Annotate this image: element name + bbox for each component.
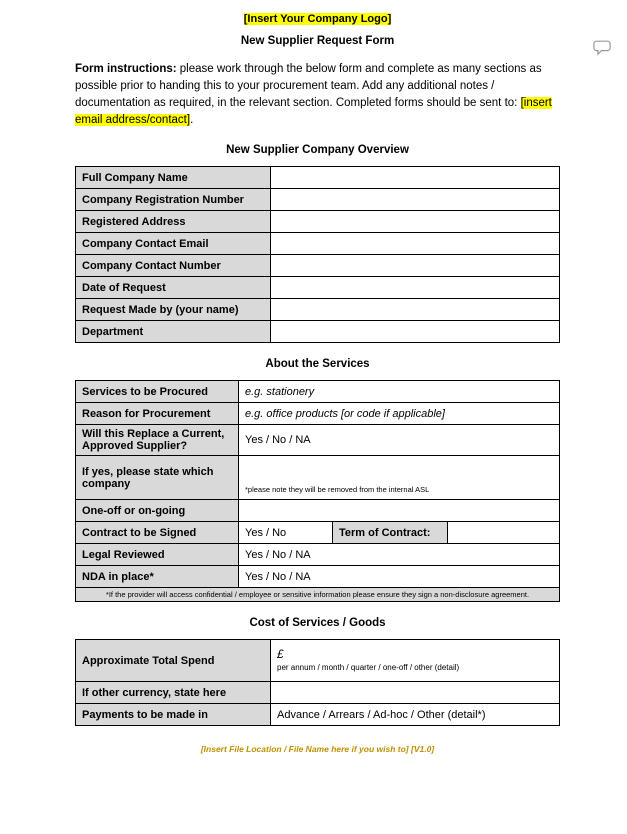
section-heading-overview: New Supplier Company Overview: [226, 144, 409, 156]
row-label: If yes, please state which company: [76, 456, 239, 500]
table-row: [76, 544, 560, 566]
row-label: Reason for Procurement: [76, 403, 239, 425]
currency-symbol: £: [277, 648, 284, 661]
table-row: [76, 704, 560, 726]
table-row: [76, 682, 560, 704]
company-contact-email-field[interactable]: [271, 233, 560, 255]
table-row: [76, 167, 560, 189]
table-row: [76, 500, 560, 522]
instructions-body: please work through the below form and complete as many sections as possible prior to handing this to your procurement team. Add any additional notes / documentation as required, in the relevant section. Completed forms should be sent to:: [75, 63, 542, 109]
row-label: Payments to be made in: [76, 704, 271, 726]
legal-reviewed-field[interactable]: Yes / No / NA: [239, 544, 560, 566]
row-label: Date of Request: [76, 277, 271, 299]
company-logo-placeholder[interactable]: [Insert Your Company Logo]: [243, 13, 392, 25]
table-row: [76, 255, 560, 277]
row-label: NDA in place*: [76, 566, 239, 588]
other-currency-field[interactable]: [271, 682, 560, 704]
nda-footnote: *If the provider will access confidential / employee or sensitive information please ensure they sign a non-disclosure agreement.: [76, 588, 560, 602]
term-of-contract-label: Term of Contract:: [333, 522, 448, 544]
nda-in-place-field[interactable]: Yes / No / NA: [239, 566, 560, 588]
company-contact-number-field[interactable]: [271, 255, 560, 277]
payments-made-in-field[interactable]: Advance / Arrears / Ad-hoc / Other (detail*): [271, 704, 560, 726]
table-row: [76, 640, 560, 682]
table-row: [76, 588, 560, 602]
company-registration-number-field[interactable]: [271, 189, 560, 211]
instructions-suffix: .: [190, 114, 194, 126]
table-row: [76, 456, 560, 500]
file-location-footer[interactable]: [Insert File Location / File Name here if you wish to] [V1.0]: [200, 744, 435, 754]
contract-signed-field[interactable]: Yes / No: [239, 522, 333, 544]
date-of-request-field[interactable]: [271, 277, 560, 299]
row-label: Contract to be Signed: [76, 522, 239, 544]
table-row: [76, 425, 560, 456]
page-title: New Supplier Request Form: [240, 35, 395, 47]
which-company-field[interactable]: *please note they will be removed from the internal ASL: [239, 456, 560, 500]
registered-address-field[interactable]: [271, 211, 560, 233]
form-instructions-paragraph: [75, 61, 560, 129]
section-heading-cost: Cost of Services / Goods: [249, 617, 386, 629]
row-label: Department: [76, 321, 271, 343]
services-table: [75, 380, 560, 602]
full-company-name-field[interactable]: [271, 167, 560, 189]
row-label: Company Contact Number: [76, 255, 271, 277]
replace-supplier-field[interactable]: Yes / No / NA: [239, 425, 560, 456]
row-label: If other currency, state here: [76, 682, 271, 704]
table-row: [76, 566, 560, 588]
table-row: [76, 522, 560, 544]
row-label: Company Registration Number: [76, 189, 271, 211]
row-label: Will this Replace a Current, Approved Supplier?: [76, 425, 239, 456]
table-row: [76, 211, 560, 233]
row-label: Company Contact Email: [76, 233, 271, 255]
instructions-label: Form instructions:: [75, 63, 177, 75]
approximate-total-spend-field[interactable]: [271, 640, 560, 682]
table-row: [76, 189, 560, 211]
row-label: Full Company Name: [76, 167, 271, 189]
spend-period-options: per annum / month / quarter / one-off / other (detail): [277, 662, 460, 672]
table-row: [76, 381, 560, 403]
email-placeholder[interactable]: [insert email address/contact]: [75, 97, 552, 126]
overview-table: [75, 166, 560, 343]
section-heading-services: About the Services: [265, 358, 370, 370]
table-row: [76, 403, 560, 425]
logo-placeholder-line: [75, 13, 560, 25]
row-label: One-off or on-going: [76, 500, 239, 522]
cost-table: [75, 639, 560, 726]
comment-bubble-icon[interactable]: [593, 40, 611, 56]
table-row: [76, 321, 560, 343]
table-row: [76, 233, 560, 255]
request-made-by-field[interactable]: [271, 299, 560, 321]
row-label: Request Made by (your name): [76, 299, 271, 321]
term-of-contract-field[interactable]: [448, 522, 560, 544]
table-row: [76, 299, 560, 321]
row-label: Services to be Procured: [76, 381, 239, 403]
table-row: [76, 277, 560, 299]
one-off-ongoing-field[interactable]: [239, 500, 560, 522]
reason-for-procurement-field[interactable]: e.g. office products [or code if applicable]: [239, 403, 560, 425]
row-label: Registered Address: [76, 211, 271, 233]
row-label: Legal Reviewed: [76, 544, 239, 566]
row-label: Approximate Total Spend: [76, 640, 271, 682]
services-to-be-procured-field[interactable]: e.g. stationery: [239, 381, 560, 403]
department-field[interactable]: [271, 321, 560, 343]
